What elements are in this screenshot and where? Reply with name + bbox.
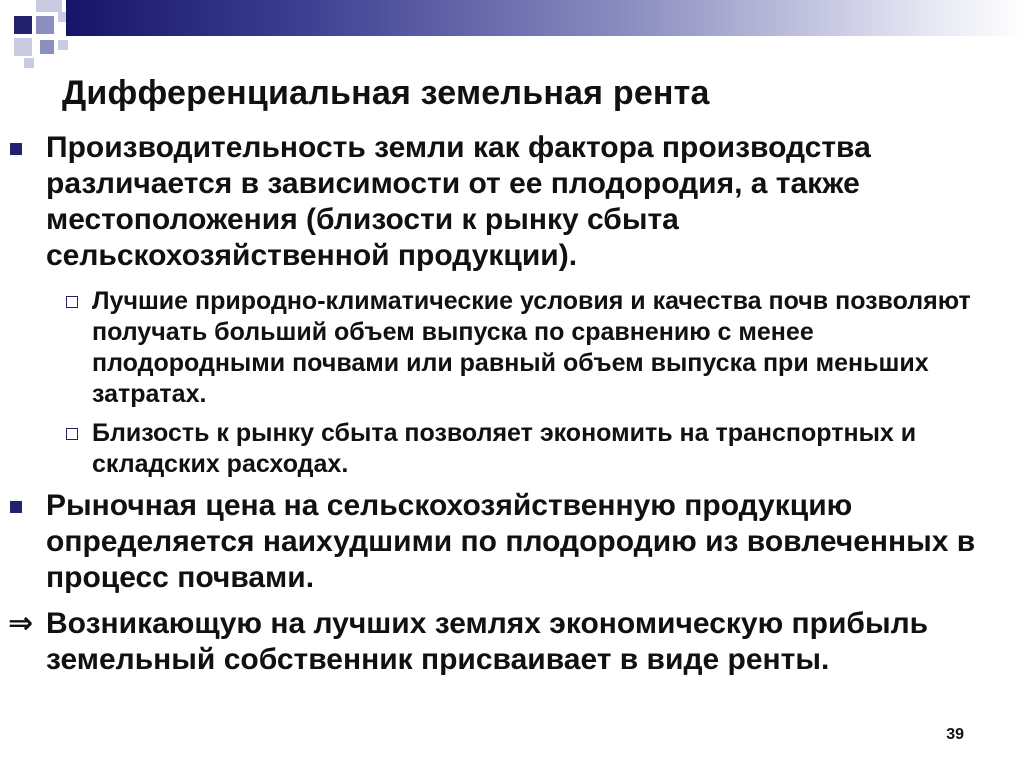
decor-square [40,40,54,54]
decor-square [58,40,68,50]
bullet-text: Производительность земли как фактора производства различается в зависимости от ее плодородия, а также местоположения (близости к рынку сбыта сельскохозяйственной продукции). [46,131,871,272]
hollow-square-bullet-icon [66,428,78,440]
subbullet-text: Лучшие природно-климатические условия и качества почв позволяют получать больший объем выпуска по сравнению с менее плодородными почвами или равный объем выпуска при меньших затратах. [92,287,971,408]
bullet-text: Рыночная цена на сельскохозяйственную продукцию определяется наихудшими по плодородию из вовлеченных в процесс почвами. [46,489,976,594]
decor-square [24,58,34,68]
page-number: 39 [946,726,964,743]
implies-arrow-icon: ⇒ [8,607,34,640]
decor-square [14,38,32,56]
decor-square [36,0,62,12]
square-bullet-icon [10,501,22,513]
square-bullet-icon [10,143,22,155]
header-gradient-bar [66,0,1024,36]
slide-title: Дифференциальная земельная рента [62,74,710,112]
hollow-square-bullet-icon [66,296,78,308]
subbullet-text: Близость к рынку сбыта позволяет экономить на транспортных и складских расходах. [92,419,917,478]
conclusion-text: Возникающую на лучших землях экономическую прибыль земельный собственник присваивает в виде ренты. [46,607,929,676]
decor-square [14,16,32,34]
decor-square [36,16,54,34]
